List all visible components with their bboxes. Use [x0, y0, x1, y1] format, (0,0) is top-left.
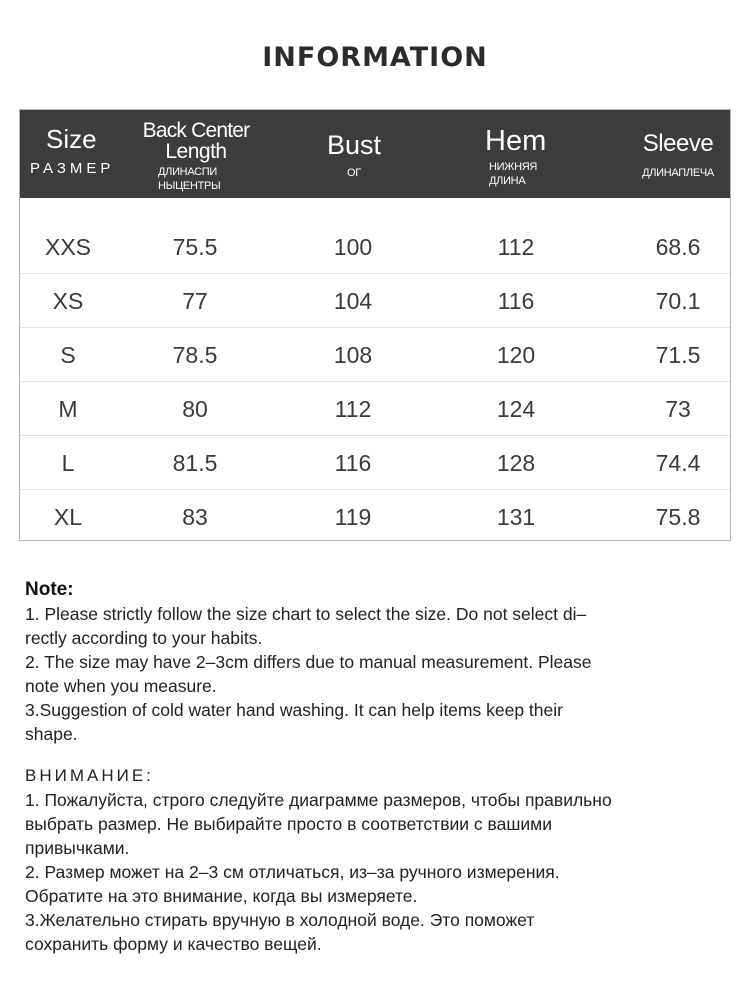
- note-heading-ru: ВНИМАНИЕ:: [25, 766, 154, 785]
- header-length-sublabel-1: ДЛИНАСПИ: [158, 166, 217, 178]
- header-sleeve-label: Sleeve: [642, 130, 714, 157]
- note-en-line: shape.: [25, 724, 78, 744]
- cell-hem: 112: [497, 234, 535, 260]
- notes-section: [25, 578, 730, 956]
- cell-size: XS: [52, 288, 84, 314]
- table-row: [20, 220, 731, 274]
- cell-hem: 124: [496, 396, 536, 422]
- cell-bust: 104: [333, 288, 373, 314]
- cell-sleeve: 71.5: [655, 342, 701, 368]
- header-hem-sublabel-1: НИЖНЯЯ: [489, 161, 538, 173]
- header-size-sublabel: РАЗМЕР: [30, 160, 115, 177]
- cell-bust: 112: [334, 396, 372, 422]
- cell-bust: 100: [333, 234, 373, 260]
- cell-length: 78.5: [172, 342, 218, 368]
- header-sleeve: [630, 130, 726, 180]
- header-length-label-2: Length: [165, 140, 227, 163]
- cell-size: L: [61, 450, 75, 476]
- header-size: [30, 124, 130, 176]
- table-row: [20, 274, 731, 328]
- cell-length: 77: [182, 288, 208, 314]
- cell-bust: 108: [333, 342, 373, 368]
- table-row: [20, 490, 731, 541]
- cell-hem: 116: [497, 288, 535, 314]
- size-chart-table: [19, 109, 731, 541]
- header-hem-label: Hem: [485, 125, 547, 157]
- table-row: [20, 436, 731, 490]
- header-bust-sublabel: ОГ: [347, 167, 361, 179]
- cell-bust: 119: [334, 504, 372, 530]
- cell-hem: 131: [496, 504, 536, 530]
- cell-size: XL: [53, 504, 83, 530]
- header-bust: [304, 130, 404, 180]
- cell-sleeve: 73: [665, 396, 691, 422]
- header-hem-sublabel-2: ДЛИНА: [489, 175, 526, 187]
- note-heading-en: Note:: [25, 579, 74, 600]
- cell-size: XXS: [44, 234, 92, 260]
- cell-hem: 128: [496, 450, 536, 476]
- note-ru-line: сохранить форму и качество вещей.: [25, 934, 322, 954]
- cell-size: M: [58, 396, 78, 422]
- header-size-label: Size: [46, 124, 97, 154]
- note-ru-line: 3.Желательно стирать вручную в холодной воде. Это поможет: [25, 910, 535, 930]
- page-title: INFORMATION: [262, 42, 488, 73]
- cell-sleeve: 70.1: [655, 288, 701, 314]
- cell-bust: 116: [334, 450, 372, 476]
- cell-sleeve: 74.4: [655, 450, 701, 476]
- header-length-label-1: Back Center: [142, 119, 250, 142]
- note-ru-line: выбрать размер. Не выбирайте просто в соответствии с вашими: [25, 814, 552, 834]
- cell-sleeve: 75.8: [655, 504, 701, 530]
- cell-length: 80: [182, 396, 208, 422]
- table-row: [20, 382, 731, 436]
- cell-hem: 120: [496, 342, 536, 368]
- cell-sleeve: 68.6: [655, 234, 701, 260]
- note-en-line: rectly according to your habits.: [25, 628, 263, 648]
- cell-length: 75.5: [172, 234, 218, 260]
- table-row: [20, 328, 731, 382]
- header-hem: [478, 126, 578, 188]
- cell-length: 83: [182, 504, 208, 530]
- note-en-line: note when you measure.: [25, 676, 217, 696]
- cell-length: 81.5: [172, 450, 218, 476]
- note-ru-line: привычками.: [25, 838, 130, 858]
- note-en-line: 1. Please strictly follow the size chart to select the size. Do not select di–: [25, 604, 587, 624]
- note-en-line: 3.Suggestion of cold water hand washing. It can help items keep their: [25, 700, 563, 720]
- note-en-line: 2. The size may have 2–3cm differs due to manual measurement. Please: [25, 652, 592, 672]
- note-ru-line: Обратите на это внимание, когда вы измеряете.: [25, 886, 418, 906]
- note-ru-line: 2. Размер может на 2–3 см отличаться, из–за ручного измерения.: [25, 862, 560, 882]
- header-length: [134, 120, 258, 193]
- header-length-sublabel-2: НЫЦЕНТРЫ: [158, 180, 221, 192]
- note-ru-line: 1. Пожалуйста, строго следуйте диаграмме размеров, чтобы правильно: [25, 790, 612, 810]
- header-sleeve-sublabel: ДЛИНАПЛЕЧА: [642, 167, 714, 179]
- header-bust-label: Bust: [326, 130, 382, 160]
- cell-size: S: [60, 342, 76, 368]
- table-header: [20, 110, 731, 198]
